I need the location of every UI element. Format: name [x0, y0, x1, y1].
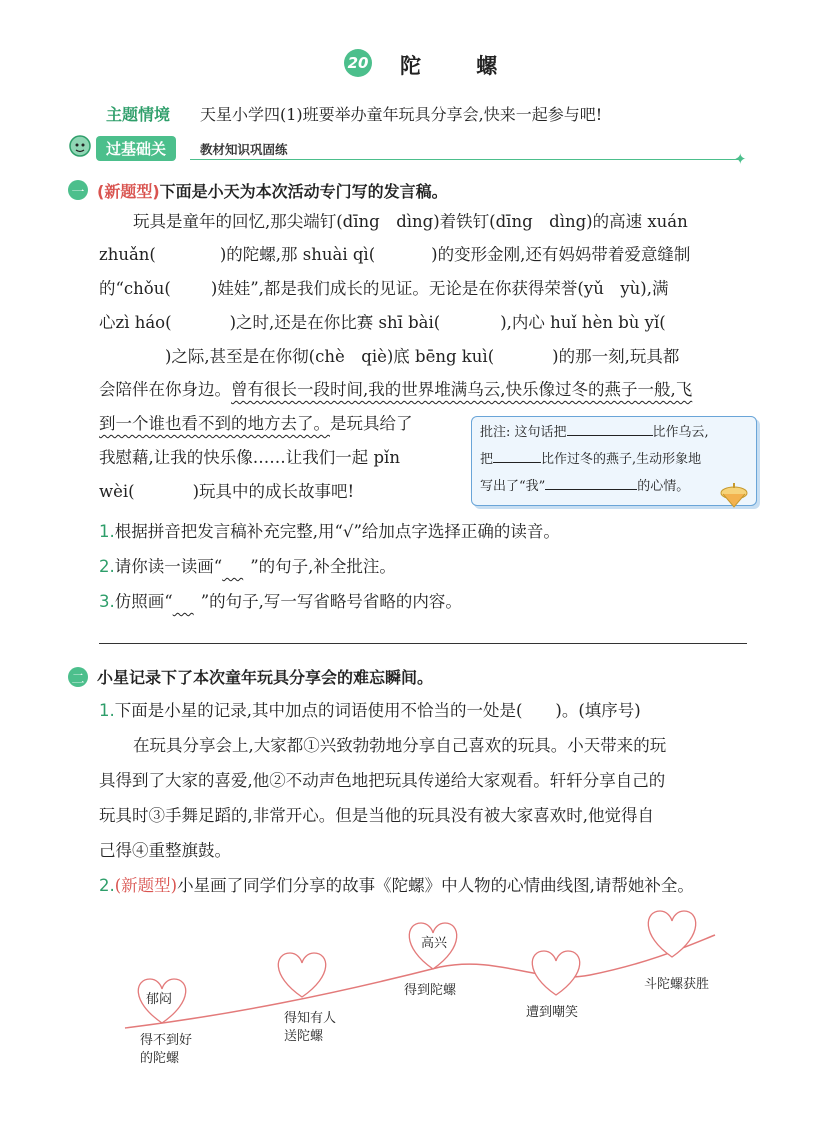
- note-p1a: 这句话把: [514, 425, 567, 440]
- event-2-label: [284, 1010, 336, 1046]
- passage-l9b: )玩具中的成长故事吧!: [192, 482, 355, 501]
- passage-l1: 玩具是童年的回忆,那尖端钉(dīng dìng)着铁钉(dīng dìng)的高速 xuán: [133, 212, 688, 231]
- wavy-sample-mark: [222, 550, 250, 584]
- passage-l7b: 是玩具给了: [330, 414, 413, 433]
- wavy-sentence-part-1: 曾有很长一段时间,我的世界堆满乌云,快乐像过冬的燕子一般,飞: [231, 380, 693, 399]
- answer-line[interactable]: [99, 643, 747, 644]
- record-line-1: [133, 729, 666, 763]
- heart-3-label: 高兴: [421, 936, 448, 951]
- passage-line-1: [133, 205, 688, 239]
- theme-text: 天星小学四(1)班要举办童年玩具分享会,快来一起参与吧!: [200, 105, 603, 124]
- passage-line-5: [165, 340, 679, 374]
- passage-line-7: [99, 407, 413, 441]
- passage-line-8: [99, 441, 400, 475]
- passage-l5b: )的那一刻,玩具都: [552, 347, 680, 366]
- q2-2-text: 小星画了同学们分享的故事《陀螺》中人物的心情曲线图,请帮她补全。: [177, 876, 694, 895]
- heart-1-label: 郁闷: [146, 992, 173, 1007]
- note-blank-3[interactable]: [545, 473, 637, 490]
- banner-rule: [190, 159, 740, 160]
- note-p2a: 把: [480, 452, 494, 467]
- wavy-sentence-part-2: 到一个谁也看不到的地方去了。: [99, 414, 330, 433]
- heart-4-blank[interactable]: [510, 962, 570, 982]
- q2-1-text: 下面是小星的记录,其中加点的词语使用不恰当的一处是( )。(填序号): [114, 701, 641, 720]
- note-p3b: 的心情。: [637, 479, 690, 494]
- passage-l2a: zhuǎn(: [99, 245, 156, 264]
- passage-l6a: 会陪伴在你身边。: [99, 380, 231, 399]
- note-label: 批注:: [480, 425, 511, 440]
- event-1-line-1: 得不到好: [140, 1033, 193, 1048]
- q2-2-tag: (新题型): [114, 876, 178, 895]
- question-2-1: [99, 694, 641, 728]
- heart-2-blank[interactable]: [253, 962, 317, 982]
- section-1-heading: [97, 179, 448, 202]
- star-icon: ✦: [734, 150, 747, 168]
- section-2-number: 二: [68, 667, 88, 687]
- record-p1: 在玩具分享会上,大家都①兴致勃勃地分享自己喜欢的玩具。小天带来的玩: [133, 736, 667, 755]
- wavy-sample-mark-2: [173, 585, 201, 619]
- note-p2b: 比作过冬的燕子,生动形象地: [541, 452, 702, 467]
- question-1-3: [99, 585, 462, 619]
- annotation-box: [471, 416, 757, 506]
- section-1-title: 下面是小天为本次活动专门写的发言稿。: [159, 182, 448, 201]
- passage-line-3: [99, 272, 668, 306]
- passage-line-6: [99, 373, 692, 407]
- q1-3-text-a: 仿照画“: [114, 592, 173, 611]
- question-1-1: [99, 515, 560, 549]
- passage-l4a: 心zì háo(: [99, 313, 172, 332]
- question-1-2: [99, 550, 396, 584]
- note-p3a: 写出了“我”: [480, 479, 546, 494]
- event-1-line-2: 的陀螺: [140, 1051, 180, 1066]
- passage-l9a: wèi(: [99, 482, 135, 501]
- record-p2: 具得到了大家的喜爱,他②不动声色地把玩具传递给大家观看。轩轩分享自己的: [99, 771, 666, 790]
- banner-label: 过基础关: [96, 136, 176, 161]
- event-1-label: [140, 1032, 192, 1068]
- passage-line-4: [99, 306, 666, 340]
- lesson-title: 陀 螺: [400, 54, 522, 78]
- heart-5-blank[interactable]: [640, 920, 700, 940]
- event-4-label: 遭到嘲笑: [526, 1005, 579, 1020]
- passage-l8: 我慰藉,让我的快乐像……让我们一起 pǐn: [99, 448, 400, 467]
- spinning-top-icon: [718, 481, 750, 513]
- event-5-label: 斗陀螺获胜: [644, 977, 710, 992]
- section-1-number: 一: [68, 180, 88, 200]
- passage-line-9: [99, 475, 354, 509]
- passage-l2b: )的陀螺,那 shuài qì(: [219, 245, 376, 264]
- passage-l4b: )之时,还是在你比赛 shī bài(: [229, 313, 441, 332]
- event-3-label: 得到陀螺: [404, 983, 457, 998]
- q1-3-text-b: ”的句子,写一写省略号省略的内容。: [200, 592, 462, 611]
- record-p4: 己得④重整旗鼓。: [99, 841, 231, 860]
- passage-l5a: )之际,甚至是在你彻(chè qiè)底 bēng kuì(: [165, 347, 495, 366]
- q1-2-num: 2.: [99, 557, 115, 576]
- theme-label: 主题情境: [106, 105, 171, 124]
- q2-2-num: 2.: [99, 876, 115, 895]
- section-2-title: 小星记录下了本次童年玩具分享会的难忘瞬间。: [97, 668, 434, 687]
- passage-l3b: )娃娃”,都是我们成长的见证。无论是在你获得荣誉(yǔ yù),满: [210, 279, 669, 298]
- passage-line-2: [99, 238, 690, 272]
- lesson-number-badge: 20: [344, 49, 372, 77]
- passage-l3a: 的“chǒu(: [99, 279, 171, 298]
- q1-1-text: 根据拼音把发言稿补充完整,用“√”给加点字选择正确的读音。: [114, 522, 560, 541]
- record-line-4: [99, 834, 231, 868]
- q1-2-text-b: ”的句子,补全批注。: [250, 557, 396, 576]
- record-p3: 玩具时③手舞足蹈的,非常开心。但是当他的玩具没有被大家喜欢时,他觉得自: [99, 806, 654, 825]
- event-2-line-1: 得知有人: [284, 1011, 337, 1026]
- q2-1-num: 1.: [99, 701, 115, 720]
- record-line-3: [99, 799, 654, 833]
- event-2-line-2: 送陀螺: [284, 1029, 324, 1044]
- note-blank-2[interactable]: [493, 446, 541, 463]
- passage-l4c: ),内心 huǐ hèn bù yǐ(: [500, 313, 666, 332]
- note-p1b: 比作乌云,: [652, 425, 709, 440]
- note-blank-1[interactable]: [567, 419, 653, 436]
- q1-1-num: 1.: [99, 522, 115, 541]
- section-1-tag: (新题型): [97, 182, 160, 201]
- q1-2-text-a: 请你读一读画“: [114, 557, 223, 576]
- q1-3-num: 3.: [99, 592, 115, 611]
- banner-sub: 教材知识巩固练: [200, 142, 288, 157]
- passage-l2c: )的变形金刚,还有妈妈带着爱意缝制: [431, 245, 691, 264]
- record-line-2: [99, 764, 665, 798]
- question-2-2: [99, 869, 694, 903]
